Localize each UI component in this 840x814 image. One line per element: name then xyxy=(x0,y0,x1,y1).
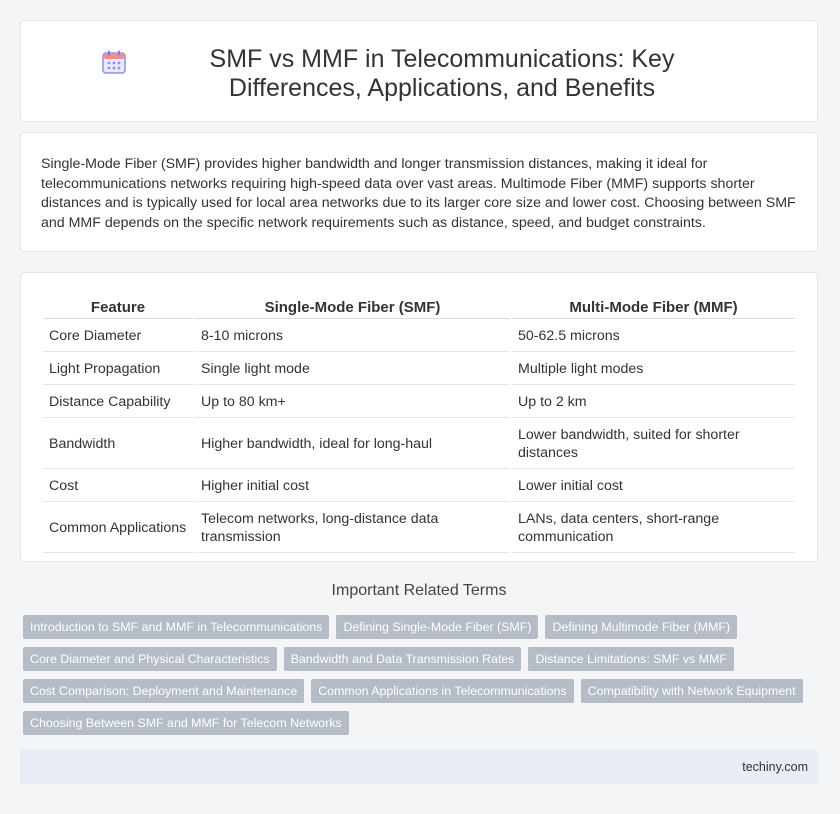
table-row xyxy=(43,504,795,553)
table-row xyxy=(43,354,795,385)
page-title: SMF vs MMF in Telecommunications: Key Differences, Applications, and Benefits xyxy=(209,45,675,102)
table-cell-mmf: Lower bandwidth, suited for shorter distances xyxy=(512,420,795,469)
table-cell-feature: Distance Capability xyxy=(43,387,193,418)
column-header-smf: Single-Mode Fiber (SMF) xyxy=(195,295,510,319)
table-cell-feature: Light Propagation xyxy=(43,354,193,385)
table-row xyxy=(43,321,795,352)
related-term-tag[interactable]: Defining Single-Mode Fiber (SMF) xyxy=(336,615,538,639)
calendar-icon xyxy=(101,49,127,75)
table-cell-feature: Cost xyxy=(43,471,193,502)
table-cell-mmf: Up to 2 km xyxy=(512,387,795,418)
related-term-tag[interactable]: Introduction to SMF and MMF in Telecommunications xyxy=(23,615,329,639)
table-cell-smf: Single light mode xyxy=(195,354,510,385)
table-row xyxy=(43,387,795,418)
footer-site-link[interactable]: techiny.com xyxy=(742,760,808,774)
table-cell-mmf: 50-62.5 microns xyxy=(512,321,795,352)
footer-bar xyxy=(20,750,818,784)
header-card xyxy=(20,20,818,122)
table-cell-mmf: LANs, data centers, short-range communication xyxy=(512,504,795,553)
related-term-tag[interactable]: Cost Comparison: Deployment and Maintenance xyxy=(23,679,304,703)
summary-text: Single-Mode Fiber (SMF) provides higher bandwidth and longer transmission distances, making it ideal for telecommunications networks requiring high-speed data over vast areas. Multimode Fiber (MMF) supports shorter distances and is typically used for local area networks due to its larger core size and lower cost. Choosing between SMF and MMF depends on the specific network requirements such as distance, speed, and budget constraints. xyxy=(41,156,796,231)
related-term-tag[interactable]: Bandwidth and Data Transmission Rates xyxy=(284,647,522,671)
column-header-feature: Feature xyxy=(43,295,193,319)
related-term-tag[interactable]: Choosing Between SMF and MMF for Telecom Networks xyxy=(23,711,349,735)
table-cell-feature: Core Diameter xyxy=(43,321,193,352)
table-cell-mmf: Lower initial cost xyxy=(512,471,795,502)
table-header-row xyxy=(43,295,795,319)
table-cell-smf: Up to 80 km+ xyxy=(195,387,510,418)
related-term-tag[interactable]: Core Diameter and Physical Characteristics xyxy=(23,647,277,671)
table-cell-mmf: Multiple light modes xyxy=(512,354,795,385)
table-cell-feature: Common Applications xyxy=(43,504,193,553)
title-wrap xyxy=(21,21,817,103)
table-row xyxy=(43,471,795,502)
related-term-tag[interactable]: Distance Limitations: SMF vs MMF xyxy=(528,647,733,671)
table-cell-smf: 8-10 microns xyxy=(195,321,510,352)
table-cell-smf: Higher bandwidth, ideal for long-haul xyxy=(195,420,510,469)
table-cell-feature: Bandwidth xyxy=(43,420,193,469)
table-cell-smf: Telecom networks, long-distance data transmission xyxy=(195,504,510,553)
related-term-tag[interactable]: Common Applications in Telecommunications xyxy=(311,679,573,703)
comparison-table-card xyxy=(20,272,818,562)
related-terms-list xyxy=(23,615,813,735)
column-header-mmf: Multi-Mode Fiber (MMF) xyxy=(512,295,795,319)
table-cell-smf: Higher initial cost xyxy=(195,471,510,502)
comparison-table xyxy=(41,293,797,555)
summary-card xyxy=(20,132,818,252)
related-term-tag[interactable]: Defining Multimode Fiber (MMF) xyxy=(545,615,737,639)
related-term-tag[interactable]: Compatibility with Network Equipment xyxy=(581,679,803,703)
table-row xyxy=(43,420,795,469)
related-terms-heading: Important Related Terms xyxy=(331,582,507,599)
